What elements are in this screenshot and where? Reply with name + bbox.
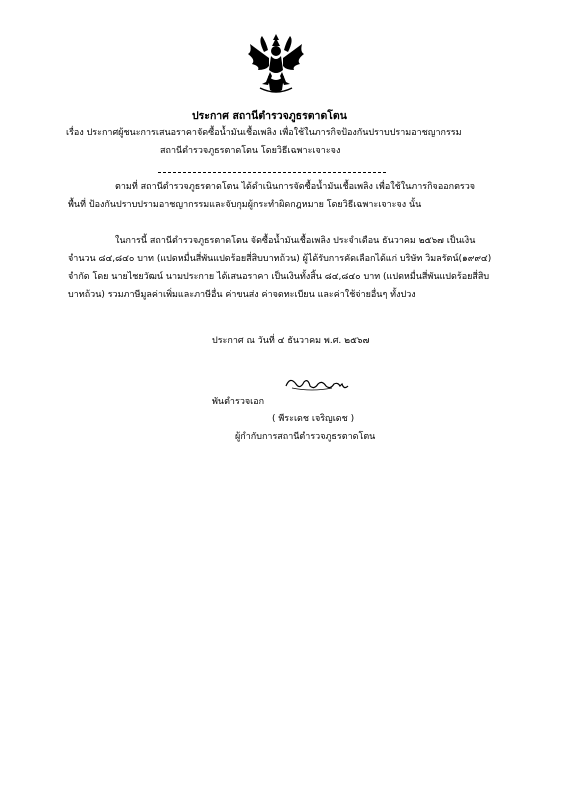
subject-line-1: เรื่อง ประกาศผู้ชนะการเสนอราคาจัดซื้อน้ำมันเชื้อเพลิง เพื่อใช้ในภารกิจป้องกันปราบปรามอาชญากรรม bbox=[66, 128, 462, 138]
paragraph-1-line-1: ตามที่ สถานีตำรวจภูธรตาดโตน ได้ดำเนินการจัดซื้อน้ำมันเชื้อเพลิง เพื่อใช้ในภารกิจออกตรวจ bbox=[115, 182, 476, 192]
announcement-title: ประกาศ สถานีตำรวจภูธรตาดโตน bbox=[192, 110, 347, 122]
paragraph-2-line-1: ในการนี้ สถานีตำรวจภูธรตาดโตน จัดซื้อน้ำมันเชื้อเพลิง ประจำเดือน ธันวาคม ๒๕๖๗ เป็นเงิน bbox=[115, 236, 476, 246]
separator-line bbox=[158, 172, 386, 173]
signer-rank: พันตำรวจเอก bbox=[212, 397, 265, 407]
signature-icon bbox=[282, 374, 354, 394]
paragraph-2-line-4: บาทถ้วน) รวมภาษีมูลค่าเพิ่มและภาษีอื่น ค่าขนส่ง ค่าจดทะเบียน และค่าใช้จ่ายอื่นๆ ทั้งปวง bbox=[68, 290, 416, 300]
paragraph-1-line-2: พื้นที่ ป้องกันปราบปรามอาชญากรรมและจับกุมผู้กระทำผิดกฎหมาย โดยวิธีเฉพาะเจาะจง นั้น bbox=[68, 200, 422, 210]
garuda-emblem-icon bbox=[244, 32, 308, 96]
subject-line-2: สถานีตำรวจภูธรตาดโตน โดยวิธีเฉพาะเจาะจง bbox=[160, 146, 341, 156]
paragraph-2-line-2: จำนวน ๘๔,๘๔๐ บาท (แปดหมื่นสี่พันแปดร้อยสี่สิบบาทถ้วน) ผู้ได้รับการคัดเลือกได้แก่ บริษัท วิมลรัตน์(๑๙๙๔) bbox=[68, 254, 492, 264]
signer-name: ( พีระเดช เจริญเดช ) bbox=[272, 414, 355, 424]
signer-position: ผู้กำกับการสถานีตำรวจภูธรตาดโตน bbox=[235, 432, 376, 442]
announce-date: ประกาศ ณ วันที่ ๔ ธันวาคม พ.ศ. ๒๕๖๗ bbox=[212, 336, 370, 346]
paragraph-2-line-3: จำกัด โดย นายไชยวัฒน์ นามประกาย ได้เสนอราคา เป็นเงินทั้งสิ้น ๘๔,๘๔๐ บาท (แปดหมื่นสี่พันแปดร้อยสี่สิบ bbox=[68, 272, 490, 282]
